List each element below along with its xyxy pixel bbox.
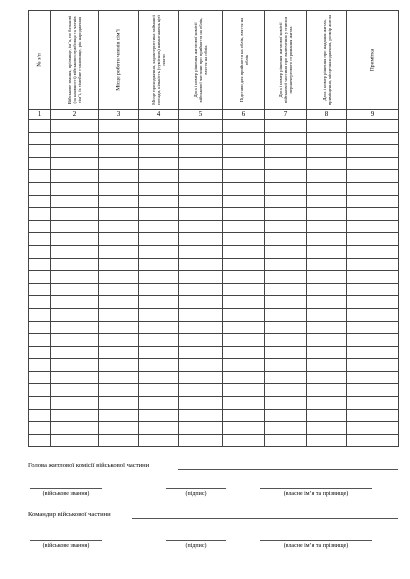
table-cell[interactable] xyxy=(347,397,399,410)
table-cell[interactable] xyxy=(347,145,399,158)
table-cell[interactable] xyxy=(265,397,307,410)
table-cell[interactable] xyxy=(307,145,347,158)
table-cell[interactable] xyxy=(179,296,223,309)
table-cell[interactable] xyxy=(99,409,139,422)
table-cell[interactable] xyxy=(29,308,51,321)
table-cell[interactable] xyxy=(99,334,139,347)
head-signature-line[interactable] xyxy=(166,488,226,489)
table-cell[interactable] xyxy=(265,182,307,195)
table-cell[interactable] xyxy=(51,245,99,258)
commander-name-line[interactable] xyxy=(260,540,372,541)
table-cell[interactable] xyxy=(51,170,99,183)
table-cell[interactable] xyxy=(139,346,179,359)
table-cell[interactable] xyxy=(179,422,223,435)
table-cell[interactable] xyxy=(139,334,179,347)
table-cell[interactable] xyxy=(139,308,179,321)
column-number: 7 xyxy=(265,110,307,120)
commander-signature-line[interactable] xyxy=(166,540,226,541)
table-cell[interactable] xyxy=(347,346,399,359)
table-cell[interactable] xyxy=(29,271,51,284)
table-cell[interactable] xyxy=(29,182,51,195)
table-cell[interactable] xyxy=(347,296,399,309)
table-cell[interactable] xyxy=(139,384,179,397)
table-cell[interactable] xyxy=(51,434,99,447)
table-row xyxy=(29,321,399,334)
table-cell[interactable] xyxy=(29,245,51,258)
table-cell[interactable] xyxy=(99,321,139,334)
header-person: Військове звання, прізвище, ім’я, по батькові (за наявності) військовослужбовця та членів сім’ї, їх сімейне становище, рік народження xyxy=(51,11,99,110)
table-cell[interactable] xyxy=(307,283,347,296)
table-row xyxy=(29,371,399,384)
table-cell[interactable] xyxy=(139,371,179,384)
table-row xyxy=(29,409,399,422)
table-cell[interactable] xyxy=(51,321,99,334)
table-cell[interactable] xyxy=(99,434,139,447)
table-cell[interactable] xyxy=(179,170,223,183)
column-number: 5 xyxy=(179,110,223,120)
table-cell[interactable] xyxy=(51,359,99,372)
table-cell[interactable] xyxy=(29,359,51,372)
table-cell[interactable] xyxy=(307,132,347,145)
table-cell[interactable] xyxy=(307,434,347,447)
table-cell[interactable] xyxy=(139,321,179,334)
table-cell[interactable] xyxy=(347,245,399,258)
table-cell[interactable] xyxy=(139,409,179,422)
table-cell[interactable] xyxy=(179,220,223,233)
table-cell[interactable] xyxy=(265,359,307,372)
table-cell[interactable] xyxy=(29,371,51,384)
table-cell[interactable] xyxy=(223,409,265,422)
table-row xyxy=(29,397,399,410)
header-service-place: Місце проходження, характеристика займаної посади, кількість (сумісних) навантажень цієї плати xyxy=(139,11,179,110)
table-row xyxy=(29,245,399,258)
table-cell[interactable] xyxy=(347,434,399,447)
table-cell[interactable] xyxy=(179,346,223,359)
table-cell[interactable] xyxy=(307,321,347,334)
table-cell[interactable] xyxy=(99,422,139,435)
table-cell[interactable] xyxy=(51,182,99,195)
table-cell[interactable] xyxy=(29,346,51,359)
table-cell[interactable] xyxy=(223,157,265,170)
table-cell[interactable] xyxy=(99,157,139,170)
table-row xyxy=(29,208,399,221)
table-row xyxy=(29,145,399,158)
column-number-row xyxy=(29,110,399,120)
table-cell[interactable] xyxy=(179,208,223,221)
commander-rank-caption: (військове звання) xyxy=(42,543,90,549)
table-row xyxy=(29,258,399,271)
table-cell[interactable] xyxy=(223,271,265,284)
table-cell[interactable] xyxy=(51,308,99,321)
table-cell[interactable] xyxy=(139,296,179,309)
table-cell[interactable] xyxy=(99,120,139,133)
table-cell[interactable] xyxy=(99,296,139,309)
column-number: 3 xyxy=(99,110,139,120)
table-row xyxy=(29,346,399,359)
table-cell[interactable] xyxy=(179,245,223,258)
table-cell[interactable] xyxy=(265,321,307,334)
table-cell[interactable] xyxy=(223,422,265,435)
table-cell[interactable] xyxy=(265,195,307,208)
table-cell[interactable] xyxy=(347,120,399,133)
table-cell[interactable] xyxy=(179,195,223,208)
table-cell[interactable] xyxy=(139,120,179,133)
table-cell[interactable] xyxy=(139,283,179,296)
table-row xyxy=(29,157,399,170)
table-cell[interactable] xyxy=(51,233,99,246)
table-cell[interactable] xyxy=(179,182,223,195)
table-cell[interactable] xyxy=(307,308,347,321)
head-name-line[interactable] xyxy=(260,488,372,489)
table-cell[interactable] xyxy=(347,308,399,321)
table-cell[interactable] xyxy=(265,308,307,321)
table-cell[interactable] xyxy=(223,258,265,271)
table-cell[interactable] xyxy=(99,132,139,145)
table-cell[interactable] xyxy=(347,271,399,284)
table-row xyxy=(29,359,399,372)
table-cell[interactable] xyxy=(307,258,347,271)
table-cell[interactable] xyxy=(51,195,99,208)
table-cell[interactable] xyxy=(99,145,139,158)
table-cell[interactable] xyxy=(179,120,223,133)
table-header-row xyxy=(29,11,399,110)
table-cell[interactable] xyxy=(265,157,307,170)
table-cell[interactable] xyxy=(99,271,139,284)
table-cell[interactable] xyxy=(347,321,399,334)
header-note: Примітка xyxy=(347,11,399,110)
table-cell[interactable] xyxy=(347,182,399,195)
commander-name-caption: (власне ім’я та прізвище) xyxy=(283,543,349,549)
table-cell[interactable] xyxy=(139,434,179,447)
commander-label: Командир військової частини xyxy=(28,511,111,518)
table-cell[interactable] xyxy=(347,157,399,170)
table-cell[interactable] xyxy=(307,296,347,309)
head-name-caption: (власне ім’я та прізвище) xyxy=(283,491,349,497)
table-cell[interactable] xyxy=(139,132,179,145)
table-cell[interactable] xyxy=(265,334,307,347)
table-cell[interactable] xyxy=(51,220,99,233)
commander-line[interactable] xyxy=(132,518,398,519)
table-cell[interactable] xyxy=(51,271,99,284)
table-cell[interactable] xyxy=(223,132,265,145)
table-cell[interactable] xyxy=(179,132,223,145)
table-cell[interactable] xyxy=(307,397,347,410)
table-cell[interactable] xyxy=(139,195,179,208)
table-cell[interactable] xyxy=(223,233,265,246)
table-row xyxy=(29,220,399,233)
table-cell[interactable] xyxy=(307,245,347,258)
table-cell[interactable] xyxy=(307,157,347,170)
table-cell[interactable] xyxy=(347,283,399,296)
table-cell[interactable] xyxy=(307,371,347,384)
table-cell[interactable] xyxy=(51,283,99,296)
table-cell[interactable] xyxy=(223,334,265,347)
table-cell[interactable] xyxy=(99,195,139,208)
header-number: № з/п xyxy=(29,11,51,110)
table-cell[interactable] xyxy=(29,145,51,158)
table-cell[interactable] xyxy=(99,245,139,258)
commander-signature-caption: (підпис) xyxy=(185,543,207,549)
table-cell[interactable] xyxy=(265,145,307,158)
table-cell[interactable] xyxy=(223,397,265,410)
table-cell[interactable] xyxy=(223,434,265,447)
table-cell[interactable] xyxy=(265,422,307,435)
table-cell[interactable] xyxy=(139,397,179,410)
table-cell[interactable] xyxy=(307,195,347,208)
table-cell[interactable] xyxy=(307,220,347,233)
table-cell[interactable] xyxy=(29,120,51,133)
table-cell[interactable] xyxy=(223,384,265,397)
head-of-commission-line[interactable] xyxy=(178,469,398,470)
table-cell[interactable] xyxy=(223,296,265,309)
table-cell[interactable] xyxy=(179,384,223,397)
table-cell[interactable] xyxy=(29,195,51,208)
table-cell[interactable] xyxy=(307,359,347,372)
column-number: 6 xyxy=(223,110,265,120)
table-cell[interactable] xyxy=(265,132,307,145)
table-cell[interactable] xyxy=(51,422,99,435)
table-cell[interactable] xyxy=(51,157,99,170)
table-cell[interactable] xyxy=(51,120,99,133)
table-cell[interactable] xyxy=(307,384,347,397)
table-cell[interactable] xyxy=(265,434,307,447)
column-number: 2 xyxy=(51,110,99,120)
table-cell[interactable] xyxy=(99,182,139,195)
header-registration-decision: Дата і номер рішення житлової комісії військової частини про прийняття на облік, взяття на облік xyxy=(179,11,223,110)
table-cell[interactable] xyxy=(223,182,265,195)
table-cell[interactable] xyxy=(347,384,399,397)
table-cell[interactable] xyxy=(99,384,139,397)
header-priority-list-decision: Дата і номер рішення житлової комісії військової частини про включення у списки першочергового отримання житла xyxy=(265,11,307,110)
table-cell[interactable] xyxy=(139,258,179,271)
table-cell[interactable] xyxy=(265,371,307,384)
table-cell[interactable] xyxy=(99,258,139,271)
table-cell[interactable] xyxy=(265,220,307,233)
table-cell[interactable] xyxy=(307,422,347,435)
table-cell[interactable] xyxy=(179,334,223,347)
table-row xyxy=(29,434,399,447)
table-cell[interactable] xyxy=(265,170,307,183)
table-cell[interactable] xyxy=(223,170,265,183)
head-rank-line[interactable] xyxy=(30,488,102,489)
header-housing-decision: Дата і номер рішення про надання житла, приміщення, місцезнаходження, розмір житла xyxy=(307,11,347,110)
header-registration-grounds: Підстави для прийняття на облік, взяття на облік xyxy=(223,11,265,110)
table-cell[interactable] xyxy=(29,422,51,435)
signature-block xyxy=(28,462,398,562)
table-row xyxy=(29,296,399,309)
head-rank-caption: (військове звання) xyxy=(42,491,90,497)
table-cell[interactable] xyxy=(99,208,139,221)
column-number: 1 xyxy=(29,110,51,120)
table-cell[interactable] xyxy=(29,296,51,309)
table-cell[interactable] xyxy=(139,145,179,158)
table-cell[interactable] xyxy=(347,422,399,435)
table-cell[interactable] xyxy=(223,220,265,233)
table-cell[interactable] xyxy=(347,233,399,246)
table-cell[interactable] xyxy=(139,157,179,170)
table-cell[interactable] xyxy=(51,258,99,271)
table-cell[interactable] xyxy=(307,182,347,195)
table-cell[interactable] xyxy=(29,409,51,422)
table-cell[interactable] xyxy=(51,296,99,309)
table-cell[interactable] xyxy=(179,409,223,422)
table-cell[interactable] xyxy=(29,157,51,170)
table-cell[interactable] xyxy=(139,182,179,195)
table-cell[interactable] xyxy=(139,245,179,258)
table-cell[interactable] xyxy=(29,208,51,221)
table-cell[interactable] xyxy=(29,132,51,145)
table-cell[interactable] xyxy=(99,397,139,410)
table-cell[interactable] xyxy=(223,283,265,296)
table-cell[interactable] xyxy=(223,359,265,372)
table-cell[interactable] xyxy=(307,346,347,359)
table-row xyxy=(29,422,399,435)
table-cell[interactable] xyxy=(29,434,51,447)
table-cell[interactable] xyxy=(29,220,51,233)
table-row xyxy=(29,283,399,296)
table-cell[interactable] xyxy=(265,208,307,221)
table-cell[interactable] xyxy=(51,208,99,221)
table-cell[interactable] xyxy=(223,308,265,321)
table-cell[interactable] xyxy=(51,145,99,158)
table-cell[interactable] xyxy=(265,271,307,284)
table-cell[interactable] xyxy=(99,283,139,296)
table-cell[interactable] xyxy=(29,233,51,246)
table-cell[interactable] xyxy=(223,195,265,208)
table-cell[interactable] xyxy=(179,397,223,410)
column-number: 9 xyxy=(347,110,399,120)
table-body xyxy=(29,120,399,447)
table-cell[interactable] xyxy=(29,283,51,296)
table-cell[interactable] xyxy=(307,271,347,284)
table-cell[interactable] xyxy=(307,208,347,221)
header-workplace: Місце роботи членів сім’ї xyxy=(99,11,139,110)
table-cell[interactable] xyxy=(223,346,265,359)
table-cell[interactable] xyxy=(29,397,51,410)
table-cell[interactable] xyxy=(347,208,399,221)
table-cell[interactable] xyxy=(99,170,139,183)
table-cell[interactable] xyxy=(347,170,399,183)
table-cell[interactable] xyxy=(347,220,399,233)
table-cell[interactable] xyxy=(179,283,223,296)
table-cell[interactable] xyxy=(51,132,99,145)
table-cell[interactable] xyxy=(307,170,347,183)
table-cell[interactable] xyxy=(99,233,139,246)
column-number: 8 xyxy=(307,110,347,120)
table-cell[interactable] xyxy=(179,271,223,284)
table-cell[interactable] xyxy=(139,170,179,183)
table-row xyxy=(29,384,399,397)
table-cell[interactable] xyxy=(347,258,399,271)
table-cell[interactable] xyxy=(139,220,179,233)
table-cell[interactable] xyxy=(265,120,307,133)
table-cell[interactable] xyxy=(29,170,51,183)
table-cell[interactable] xyxy=(265,409,307,422)
table-cell[interactable] xyxy=(51,346,99,359)
table-cell[interactable] xyxy=(265,296,307,309)
table-cell[interactable] xyxy=(139,233,179,246)
table-cell[interactable] xyxy=(179,157,223,170)
commander-rank-line[interactable] xyxy=(30,540,102,541)
table-cell[interactable] xyxy=(179,233,223,246)
table-cell[interactable] xyxy=(179,359,223,372)
table-cell[interactable] xyxy=(51,384,99,397)
table-cell[interactable] xyxy=(51,371,99,384)
table-cell[interactable] xyxy=(179,258,223,271)
table-cell[interactable] xyxy=(307,120,347,133)
table-cell[interactable] xyxy=(29,384,51,397)
table-cell[interactable] xyxy=(347,132,399,145)
column-number: 4 xyxy=(139,110,179,120)
table-cell[interactable] xyxy=(179,371,223,384)
table-cell[interactable] xyxy=(51,334,99,347)
table-row xyxy=(29,271,399,284)
table-cell[interactable] xyxy=(139,359,179,372)
table-cell[interactable] xyxy=(179,321,223,334)
table-cell[interactable] xyxy=(265,258,307,271)
table-cell[interactable] xyxy=(347,359,399,372)
table-cell[interactable] xyxy=(29,321,51,334)
table-cell[interactable] xyxy=(99,359,139,372)
table-cell[interactable] xyxy=(139,422,179,435)
table-cell[interactable] xyxy=(347,371,399,384)
table-row xyxy=(29,170,399,183)
table-cell[interactable] xyxy=(347,195,399,208)
table-row xyxy=(29,233,399,246)
table-row xyxy=(29,334,399,347)
table-cell[interactable] xyxy=(223,120,265,133)
table-cell[interactable] xyxy=(223,145,265,158)
table-cell[interactable] xyxy=(179,308,223,321)
table-cell[interactable] xyxy=(223,245,265,258)
table-row xyxy=(29,120,399,133)
head-of-commission-label: Голова житлової комісії військової частини xyxy=(28,462,150,469)
table-cell[interactable] xyxy=(265,283,307,296)
table-row xyxy=(29,308,399,321)
table-row xyxy=(29,182,399,195)
table-cell[interactable] xyxy=(29,334,51,347)
table-cell[interactable] xyxy=(265,384,307,397)
table-cell[interactable] xyxy=(139,208,179,221)
table-row xyxy=(29,195,399,208)
table-row xyxy=(29,132,399,145)
table-cell[interactable] xyxy=(179,434,223,447)
table-cell[interactable] xyxy=(347,334,399,347)
table-cell[interactable] xyxy=(99,371,139,384)
table-cell[interactable] xyxy=(29,258,51,271)
table-cell[interactable] xyxy=(307,233,347,246)
table-cell[interactable] xyxy=(223,321,265,334)
table-cell[interactable] xyxy=(265,245,307,258)
table-cell[interactable] xyxy=(51,409,99,422)
housing-registry-table xyxy=(28,10,399,447)
table-cell[interactable] xyxy=(223,371,265,384)
head-signature-caption: (підпис) xyxy=(185,491,207,497)
table-cell[interactable] xyxy=(179,145,223,158)
table-cell[interactable] xyxy=(51,397,99,410)
table-cell[interactable] xyxy=(347,409,399,422)
table-cell[interactable] xyxy=(265,233,307,246)
table-cell[interactable] xyxy=(99,308,139,321)
table-cell[interactable] xyxy=(307,409,347,422)
table-cell[interactable] xyxy=(139,271,179,284)
table-cell[interactable] xyxy=(307,334,347,347)
table-cell[interactable] xyxy=(99,220,139,233)
table-cell[interactable] xyxy=(265,346,307,359)
table-cell[interactable] xyxy=(223,208,265,221)
table-cell[interactable] xyxy=(99,346,139,359)
